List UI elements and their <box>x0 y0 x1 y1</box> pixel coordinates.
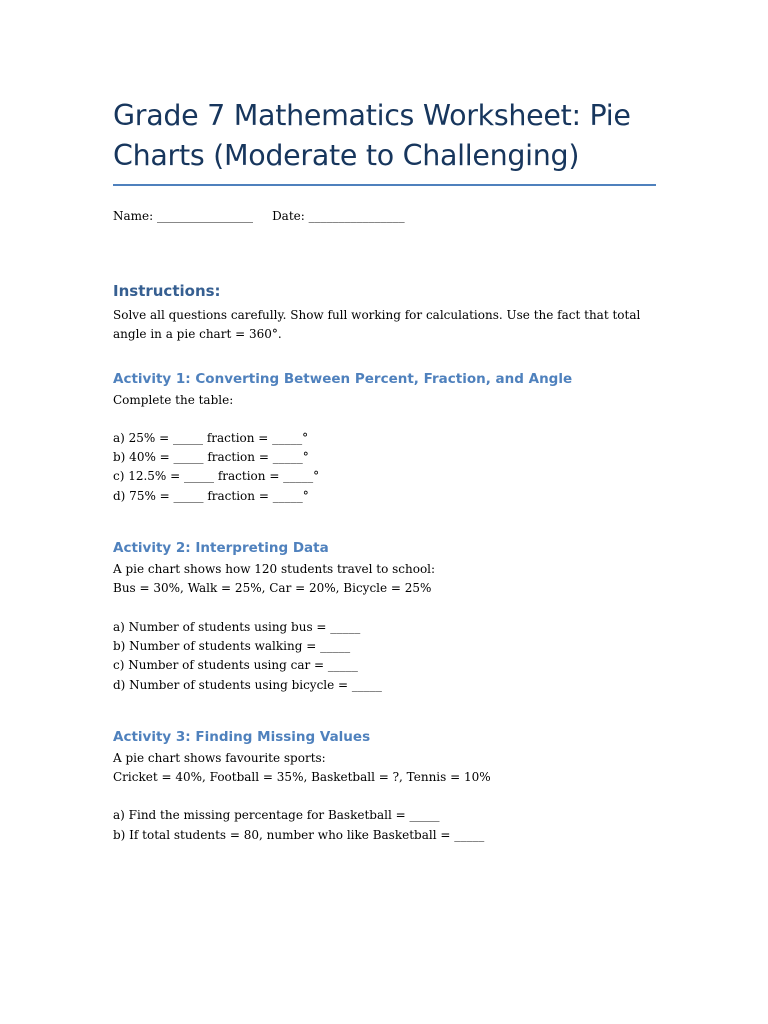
activity2-intro-1: A pie chart shows how 120 students travel to school: <box>113 562 436 577</box>
activity2-item-b: b) Number of students walking = _____ <box>113 638 351 653</box>
activity1-item-b: b) 40% = _____ fraction = _____° <box>113 450 309 465</box>
activity2-heading: Activity 2: Interpreting Data <box>113 540 329 557</box>
activity2-item-c: c) Number of students using car = _____ <box>113 658 358 673</box>
activity1-item-d: d) 75% = _____ fraction = _____° <box>113 488 309 503</box>
name-date-line: Name: ________________ Date: ________________ <box>113 209 405 223</box>
activity3-intro-2: Cricket = 40%, Football = 35%, Basketball = ?, Tennis = 10% <box>113 770 491 785</box>
activity3-item-a: a) Find the missing percentage for Basketball = _____ <box>113 808 440 823</box>
activity1-heading: Activity 1: Converting Between Percent, Fraction, and Angle <box>113 370 573 387</box>
activity1-item-a: a) 25% = _____ fraction = _____° <box>113 430 309 445</box>
activity1-intro: Complete the table: <box>113 392 234 407</box>
activity2-intro-2: Bus = 30%, Walk = 25%, Car = 20%, Bicycle = 25% <box>113 581 432 596</box>
activity3-heading: Activity 3: Finding Missing Values <box>113 728 371 745</box>
activity2-item-a: a) Number of students using bus = _____ <box>113 619 361 634</box>
page-title: Grade 7 Mathematics Worksheet: Pie Charts (Moderate to Challenging) <box>113 99 631 172</box>
activity2-item-d: d) Number of students using bicycle = _____ <box>113 677 382 692</box>
instructions-heading: Instructions: <box>113 282 221 300</box>
title-divider <box>113 184 656 186</box>
instructions-text: Solve all questions carefully. Show full working for calculations. Use the fact that total angle in a pie chart = 360°. <box>113 308 641 342</box>
activity3-item-b: b) If total students = 80, number who like Basketball = _____ <box>113 827 485 842</box>
activity1-item-c: c) 12.5% = _____ fraction = _____° <box>113 469 320 484</box>
worksheet-page <box>113 96 656 845</box>
activity3-intro-1: A pie chart shows favourite sports: <box>113 750 326 765</box>
